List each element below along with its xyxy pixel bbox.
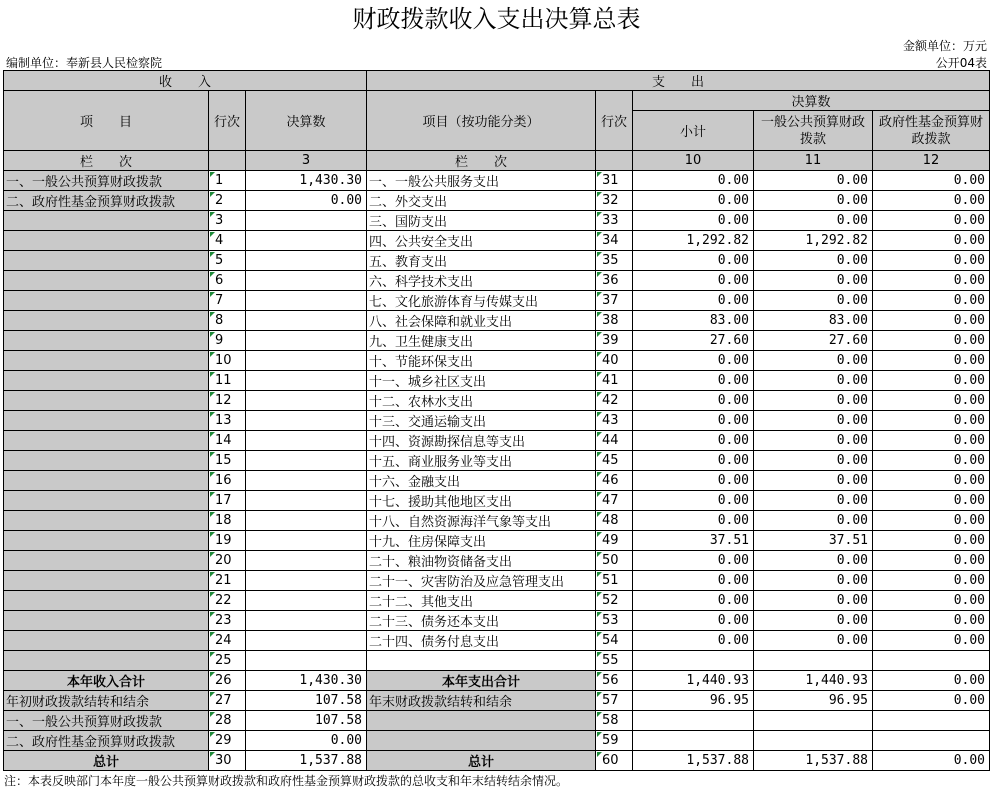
gov-fund-cell[interactable]: 0.00 <box>873 371 990 391</box>
expense-line-cell[interactable]: 45 <box>596 451 633 471</box>
subtotal-cell[interactable]: 0.00 <box>633 611 754 631</box>
income-line-cell[interactable]: 22 <box>209 591 246 611</box>
gov-fund-cell[interactable]: 0.00 <box>873 551 990 571</box>
income-item-cell[interactable] <box>4 611 209 631</box>
subtotal-cell[interactable]: 0.00 <box>633 251 754 271</box>
expense-item-cell[interactable]: 十七、援助其他地区支出 <box>367 491 596 511</box>
income-item-cell[interactable] <box>4 291 209 311</box>
expense-item-cell[interactable]: 十五、商业服务业等支出 <box>367 451 596 471</box>
expense-line-cell[interactable]: 31 <box>596 171 633 191</box>
income-line-cell[interactable]: 20 <box>209 551 246 571</box>
table-row <box>4 331 990 351</box>
column-label-cell: 栏 次 <box>4 151 209 171</box>
expense-line-cell[interactable]: 51 <box>596 571 633 591</box>
income-amount-cell[interactable] <box>246 611 367 631</box>
income-item-cell[interactable] <box>4 271 209 291</box>
income-amount-cell[interactable] <box>246 291 367 311</box>
expense-item-cell[interactable]: 五、教育支出 <box>367 251 596 271</box>
expense-line-cell[interactable]: 44 <box>596 431 633 451</box>
general-budget-cell[interactable]: 0.00 <box>754 571 873 591</box>
income-item-cell[interactable] <box>4 491 209 511</box>
income-item-cell[interactable] <box>4 511 209 531</box>
subtotal-cell[interactable]: 0.00 <box>633 511 754 531</box>
table-row <box>4 171 990 191</box>
income-item-cell[interactable] <box>4 211 209 231</box>
general-budget-cell[interactable] <box>754 731 873 751</box>
general-budget-cell[interactable]: 0.00 <box>754 611 873 631</box>
income-line-cell[interactable]: 21 <box>209 571 246 591</box>
expense-summary-item-cell[interactable]: 总计 <box>367 751 596 771</box>
expense-line-cell[interactable]: 54 <box>596 631 633 651</box>
expense-line-cell[interactable]: 41 <box>596 371 633 391</box>
expense-item-cell[interactable]: 三、国防支出 <box>367 211 596 231</box>
expense-summary-item-cell[interactable]: 本年支出合计 <box>367 671 596 691</box>
income-amount-cell[interactable] <box>246 631 367 651</box>
expense-line-cell[interactable]: 37 <box>596 291 633 311</box>
income-line-cell[interactable]: 26 <box>209 671 246 691</box>
subtotal-cell[interactable]: 0.00 <box>633 631 754 651</box>
general-budget-cell[interactable]: 0.00 <box>754 171 873 191</box>
table-code-label: 公开04表 <box>935 56 987 70</box>
income-amount-cell[interactable] <box>246 651 367 671</box>
subtotal-cell[interactable]: 0.00 <box>633 371 754 391</box>
expense-item-cell[interactable]: 十四、资源勘探信息等支出 <box>367 431 596 451</box>
general-budget-cell[interactable]: 0.00 <box>754 491 873 511</box>
general-budget-cell[interactable]: 0.00 <box>754 431 873 451</box>
income-item-header: 项 目 <box>4 91 209 151</box>
report-title: 财政拨款收入支出决算总表 <box>352 5 641 33</box>
expense-line-header: 行次 <box>596 91 633 151</box>
expense-item-cell[interactable]: 四、公共安全支出 <box>367 231 596 251</box>
income-line-cell[interactable]: 17 <box>209 491 246 511</box>
expense-line-cell[interactable]: 48 <box>596 511 633 531</box>
income-amount-cell[interactable]: 1,537.88 <box>246 751 367 771</box>
income-line-cell[interactable]: 7 <box>209 291 246 311</box>
income-item-cell[interactable] <box>4 311 209 331</box>
expense-item-cell[interactable]: 九、卫生健康支出 <box>367 331 596 351</box>
income-item-cell[interactable] <box>4 351 209 371</box>
subtotal-cell[interactable] <box>633 731 754 751</box>
expense-item-cell[interactable]: 七、文化旅游体育与传媒支出 <box>367 291 596 311</box>
general-budget-cell[interactable]: 96.95 <box>754 691 873 711</box>
column-number-11: 11 <box>754 151 873 171</box>
expense-item-cell[interactable]: 一、一般公共服务支出 <box>367 171 596 191</box>
table-row <box>4 471 990 491</box>
table-row <box>4 231 990 251</box>
summary-row <box>4 751 990 771</box>
column-label-cell: 栏 次 <box>367 151 596 171</box>
income-amount-cell[interactable] <box>246 371 367 391</box>
income-item-cell[interactable] <box>4 571 209 591</box>
unit-label: 金额单位：万元 <box>902 39 987 53</box>
table-row <box>4 411 990 431</box>
gov-fund-cell[interactable]: 0.00 <box>873 531 990 551</box>
income-line-cell[interactable]: 19 <box>209 531 246 551</box>
gov-fund-cell[interactable]: 0.00 <box>873 451 990 471</box>
subtotal-cell[interactable]: 0.00 <box>633 291 754 311</box>
table-row <box>4 371 990 391</box>
income-item-cell[interactable] <box>4 531 209 551</box>
income-item-cell[interactable]: 二、政府性基金预算财政拨款 <box>4 191 209 211</box>
expense-item-cell[interactable]: 十三、交通运输支出 <box>367 411 596 431</box>
expense-line-cell[interactable]: 50 <box>596 551 633 571</box>
income-amount-cell[interactable] <box>246 231 367 251</box>
subtotal-cell[interactable] <box>633 711 754 731</box>
income-summary-item-cell[interactable]: 总计 <box>4 751 209 771</box>
general-budget-cell[interactable]: 0.00 <box>754 631 873 651</box>
income-item-cell[interactable] <box>4 391 209 411</box>
expense-line-cell[interactable]: 40 <box>596 351 633 371</box>
income-amount-cell[interactable] <box>246 551 367 571</box>
general-budget-cell[interactable]: 0.00 <box>754 511 873 531</box>
expense-item-cell[interactable]: 二、外交支出 <box>367 191 596 211</box>
general-budget-cell[interactable]: 0.00 <box>754 191 873 211</box>
general-budget-cell[interactable]: 0.00 <box>754 351 873 371</box>
subtotal-cell[interactable] <box>633 651 754 671</box>
expense-item-cell[interactable]: 二十、粮油物资储备支出 <box>367 551 596 571</box>
expense-item-cell[interactable]: 六、科学技术支出 <box>367 271 596 291</box>
table-row <box>4 351 990 371</box>
income-line-cell[interactable]: 5 <box>209 251 246 271</box>
general-budget-cell[interactable]: 0.00 <box>754 211 873 231</box>
income-item-cell[interactable] <box>4 371 209 391</box>
income-amount-cell[interactable] <box>246 211 367 231</box>
income-item-cell[interactable] <box>4 591 209 611</box>
income-amount-cell[interactable] <box>246 391 367 411</box>
expense-line-cell[interactable]: 56 <box>596 671 633 691</box>
income-line-cell[interactable]: 12 <box>209 391 246 411</box>
column-number-12: 12 <box>873 151 990 171</box>
general-budget-cell[interactable]: 0.00 <box>754 251 873 271</box>
general-budget-cell[interactable]: 0.00 <box>754 551 873 571</box>
gov-fund-cell[interactable] <box>873 651 990 671</box>
general-budget-cell[interactable]: 0.00 <box>754 291 873 311</box>
summary-row <box>4 731 990 751</box>
expense-item-cell[interactable] <box>367 651 596 671</box>
table-row <box>4 451 990 471</box>
gov-fund-cell[interactable] <box>873 711 990 731</box>
general-budget-cell[interactable]: 0.00 <box>754 471 873 491</box>
income-line-cell[interactable]: 10 <box>209 351 246 371</box>
general-budget-cell[interactable]: 1,292.82 <box>754 231 873 251</box>
general-budget-cell[interactable]: 37.51 <box>754 531 873 551</box>
subtotal-cell[interactable]: 1,292.82 <box>633 231 754 251</box>
general-budget-cell[interactable]: 27.60 <box>754 331 873 351</box>
summary-row <box>4 691 990 711</box>
gov-fund-cell[interactable]: 0.00 <box>873 251 990 271</box>
column-number-10: 10 <box>633 151 754 171</box>
income-line-cell[interactable]: 1 <box>209 171 246 191</box>
summary-row <box>4 671 990 691</box>
income-line-cell[interactable]: 27 <box>209 691 246 711</box>
subtotal-cell[interactable]: 0.00 <box>633 211 754 231</box>
income-header: 收 入 <box>4 71 367 91</box>
income-amount-cell[interactable] <box>246 271 367 291</box>
gov-fund-cell[interactable]: 0.00 <box>873 671 990 691</box>
income-item-cell[interactable] <box>4 431 209 451</box>
income-summary-item-cell[interactable]: 二、政府性基金预算财政拨款 <box>4 731 209 751</box>
income-amount-cell[interactable] <box>246 251 367 271</box>
subtotal-header: 小计 <box>633 111 754 151</box>
income-line-header: 行次 <box>209 91 246 151</box>
expense-line-cell[interactable]: 42 <box>596 391 633 411</box>
income-amount-cell[interactable] <box>246 431 367 451</box>
gov-fund-cell[interactable]: 0.00 <box>873 471 990 491</box>
income-line-cell[interactable]: 11 <box>209 371 246 391</box>
income-line-cell[interactable]: 3 <box>209 211 246 231</box>
subtotal-cell[interactable]: 0.00 <box>633 471 754 491</box>
income-item-cell[interactable] <box>4 651 209 671</box>
gov-fund-cell[interactable]: 0.00 <box>873 171 990 191</box>
income-amount-cell[interactable] <box>246 311 367 331</box>
general-budget-cell[interactable]: 0.00 <box>754 451 873 471</box>
subtotal-cell[interactable]: 0.00 <box>633 431 754 451</box>
general-budget-cell[interactable]: 83.00 <box>754 311 873 331</box>
general-budget-cell[interactable]: 1,440.93 <box>754 671 873 691</box>
gov-fund-cell[interactable]: 0.00 <box>873 191 990 211</box>
subtotal-cell[interactable]: 0.00 <box>633 491 754 511</box>
summary-row <box>4 711 990 731</box>
gov-fund-cell[interactable]: 0.00 <box>873 491 990 511</box>
gov-fund-cell[interactable]: 0.00 <box>873 631 990 651</box>
income-item-cell[interactable] <box>4 231 209 251</box>
table-row <box>4 651 990 671</box>
subtotal-cell[interactable]: 0.00 <box>633 391 754 411</box>
table-row <box>4 631 990 651</box>
subtotal-cell[interactable]: 1,537.88 <box>633 751 754 771</box>
income-amount-cell[interactable]: 0.00 <box>246 731 367 751</box>
table-row <box>4 211 990 231</box>
expense-item-cell[interactable]: 十六、金融支出 <box>367 471 596 491</box>
table-row <box>4 511 990 531</box>
table-row <box>4 611 990 631</box>
expense-line-cell[interactable]: 36 <box>596 271 633 291</box>
income-amount-cell[interactable] <box>246 511 367 531</box>
income-item-cell[interactable]: 一、一般公共预算财政拨款 <box>4 171 209 191</box>
income-line-cell[interactable]: 18 <box>209 511 246 531</box>
income-line-cell[interactable]: 25 <box>209 651 246 671</box>
income-amount-cell[interactable]: 107.58 <box>246 691 367 711</box>
footnote: 注：本表反映部门本年度一般公共预算财政拨款和政府性基金预算财政拨款的总收支和年末结转结余情况。 <box>4 774 569 788</box>
income-line-cell[interactable]: 6 <box>209 271 246 291</box>
income-amount-cell[interactable] <box>246 351 367 371</box>
expense-line-cell[interactable]: 32 <box>596 191 633 211</box>
income-amount-cell[interactable] <box>246 491 367 511</box>
table-row <box>4 531 990 551</box>
expense-summary-item-cell[interactable] <box>367 731 596 751</box>
expense-line-cell[interactable]: 58 <box>596 711 633 731</box>
income-line-cell[interactable]: 15 <box>209 451 246 471</box>
income-amount-cell[interactable]: 1,430.30 <box>246 171 367 191</box>
gov-fund-cell[interactable]: 0.00 <box>873 391 990 411</box>
expense-line-cell[interactable]: 55 <box>596 651 633 671</box>
expense-line-cell[interactable]: 34 <box>596 231 633 251</box>
general-budget-cell[interactable]: 0.00 <box>754 591 873 611</box>
expense-line-cell[interactable]: 33 <box>596 211 633 231</box>
table-row <box>4 491 990 511</box>
expense-line-cell[interactable]: 57 <box>596 691 633 711</box>
expense-item-cell[interactable]: 十九、住房保障支出 <box>367 531 596 551</box>
income-amount-cell[interactable] <box>246 591 367 611</box>
gov-fund-cell[interactable]: 0.00 <box>873 351 990 371</box>
expense-item-cell[interactable]: 十、节能环保支出 <box>367 351 596 371</box>
table-row <box>4 311 990 331</box>
column-blank-cell <box>209 151 246 171</box>
final-group-header: 决算数 <box>633 91 990 111</box>
subtotal-cell[interactable]: 83.00 <box>633 311 754 331</box>
organization-label: 编制单位：奉新县人民检察院 <box>6 56 163 70</box>
table-row <box>4 251 990 271</box>
subtotal-cell[interactable]: 1,440.93 <box>633 671 754 691</box>
table-row <box>4 551 990 571</box>
income-line-cell[interactable]: 23 <box>209 611 246 631</box>
subtotal-cell[interactable]: 0.00 <box>633 591 754 611</box>
gov-fund-cell[interactable]: 0.00 <box>873 211 990 231</box>
income-item-cell[interactable] <box>4 471 209 491</box>
expense-line-cell[interactable]: 59 <box>596 731 633 751</box>
column-blank-cell <box>596 151 633 171</box>
income-item-cell[interactable] <box>4 251 209 271</box>
expense-item-cell[interactable]: 十八、自然资源海洋气象等支出 <box>367 511 596 531</box>
table-row <box>4 391 990 411</box>
subtotal-cell[interactable]: 0.00 <box>633 271 754 291</box>
gov-fund-cell[interactable]: 0.00 <box>873 611 990 631</box>
subtotal-cell[interactable]: 0.00 <box>633 411 754 431</box>
function-item-header: 项目（按功能分类） <box>367 91 596 151</box>
income-amount-cell[interactable] <box>246 331 367 351</box>
expense-line-cell[interactable]: 46 <box>596 471 633 491</box>
income-summary-item-cell[interactable]: 本年收入合计 <box>4 671 209 691</box>
income-summary-item-cell[interactable]: 一、一般公共预算财政拨款 <box>4 711 209 731</box>
table-row <box>4 431 990 451</box>
gov-fund-cell[interactable]: 0.00 <box>873 511 990 531</box>
income-amount-cell[interactable]: 107.58 <box>246 711 367 731</box>
general-budget-cell[interactable] <box>754 651 873 671</box>
expense-header: 支 出 <box>367 71 990 91</box>
expense-summary-item-cell[interactable] <box>367 711 596 731</box>
income-line-cell[interactable]: 16 <box>209 471 246 491</box>
gov-fund-cell[interactable]: 0.00 <box>873 691 990 711</box>
income-line-cell[interactable]: 29 <box>209 731 246 751</box>
general-budget-cell[interactable]: 0.00 <box>754 271 873 291</box>
income-line-cell[interactable]: 9 <box>209 331 246 351</box>
general-budget-cell[interactable]: 0.00 <box>754 411 873 431</box>
gov-fund-cell[interactable]: 0.00 <box>873 311 990 331</box>
general-budget-header: 一般公共预算财政拨款 <box>754 111 873 151</box>
gov-fund-cell[interactable]: 0.00 <box>873 231 990 251</box>
income-line-cell[interactable]: 4 <box>209 231 246 251</box>
income-line-cell[interactable]: 13 <box>209 411 246 431</box>
expense-item-cell[interactable]: 十一、城乡社区支出 <box>367 371 596 391</box>
subtotal-cell[interactable]: 0.00 <box>633 451 754 471</box>
general-budget-cell[interactable]: 1,537.88 <box>754 751 873 771</box>
expense-line-cell[interactable]: 49 <box>596 531 633 551</box>
income-line-cell[interactable]: 24 <box>209 631 246 651</box>
subtotal-cell[interactable]: 96.95 <box>633 691 754 711</box>
income-line-cell[interactable]: 14 <box>209 431 246 451</box>
table-row <box>4 591 990 611</box>
expense-line-cell[interactable]: 60 <box>596 751 633 771</box>
general-budget-cell[interactable] <box>754 711 873 731</box>
income-line-cell[interactable]: 30 <box>209 751 246 771</box>
expense-item-cell[interactable]: 二十一、灾害防治及应急管理支出 <box>367 571 596 591</box>
income-amount-cell[interactable] <box>246 451 367 471</box>
income-item-cell[interactable] <box>4 451 209 471</box>
subtotal-cell[interactable]: 0.00 <box>633 191 754 211</box>
income-item-cell[interactable] <box>4 411 209 431</box>
general-budget-cell[interactable]: 0.00 <box>754 371 873 391</box>
table-row <box>4 191 990 211</box>
gov-fund-cell[interactable] <box>873 731 990 751</box>
expense-item-cell[interactable]: 二十二、其他支出 <box>367 591 596 611</box>
income-line-cell[interactable]: 8 <box>209 311 246 331</box>
expense-item-cell[interactable]: 八、社会保障和就业支出 <box>367 311 596 331</box>
expense-line-cell[interactable]: 47 <box>596 491 633 511</box>
income-item-cell[interactable] <box>4 631 209 651</box>
expense-summary-item-cell[interactable]: 年末财政拨款结转和结余 <box>367 691 596 711</box>
subtotal-cell[interactable]: 37.51 <box>633 531 754 551</box>
income-amount-cell[interactable] <box>246 411 367 431</box>
income-line-cell[interactable]: 28 <box>209 711 246 731</box>
expense-item-cell[interactable]: 二十三、债务还本支出 <box>367 611 596 631</box>
income-amount-cell[interactable] <box>246 471 367 491</box>
gov-fund-cell[interactable]: 0.00 <box>873 591 990 611</box>
income-item-cell[interactable] <box>4 551 209 571</box>
table-row <box>4 271 990 291</box>
gov-fund-cell[interactable]: 0.00 <box>873 271 990 291</box>
income-line-cell[interactable]: 2 <box>209 191 246 211</box>
subtotal-cell[interactable]: 0.00 <box>633 551 754 571</box>
income-amount-cell[interactable] <box>246 571 367 591</box>
table-row <box>4 291 990 311</box>
column-number-3: 3 <box>246 151 367 171</box>
income-amount-cell[interactable]: 0.00 <box>246 191 367 211</box>
gov-fund-cell[interactable]: 0.00 <box>873 291 990 311</box>
expense-line-cell[interactable]: 39 <box>596 331 633 351</box>
expense-line-cell[interactable]: 53 <box>596 611 633 631</box>
general-budget-cell[interactable]: 0.00 <box>754 391 873 411</box>
expense-line-cell[interactable]: 52 <box>596 591 633 611</box>
gov-fund-cell[interactable]: 0.00 <box>873 431 990 451</box>
expense-line-cell[interactable]: 35 <box>596 251 633 271</box>
gov-fund-header: 政府性基金预算财政拨款 <box>873 111 990 151</box>
table-row <box>4 571 990 591</box>
expense-line-cell[interactable]: 38 <box>596 311 633 331</box>
gov-fund-cell[interactable]: 0.00 <box>873 751 990 771</box>
gov-fund-cell[interactable]: 0.00 <box>873 411 990 431</box>
subtotal-cell[interactable]: 27.60 <box>633 331 754 351</box>
expense-line-cell[interactable]: 43 <box>596 411 633 431</box>
income-amount-cell[interactable] <box>246 531 367 551</box>
gov-fund-cell[interactable]: 0.00 <box>873 571 990 591</box>
income-item-cell[interactable] <box>4 331 209 351</box>
subtotal-cell[interactable]: 0.00 <box>633 171 754 191</box>
subtotal-cell[interactable]: 0.00 <box>633 351 754 371</box>
subtotal-cell[interactable]: 0.00 <box>633 571 754 591</box>
expense-item-cell[interactable]: 十二、农林水支出 <box>367 391 596 411</box>
finance-table <box>3 70 990 771</box>
income-amount-cell[interactable]: 1,430.30 <box>246 671 367 691</box>
income-amount-header: 决算数 <box>246 91 367 151</box>
gov-fund-cell[interactable]: 0.00 <box>873 331 990 351</box>
income-summary-item-cell[interactable]: 年初财政拨款结转和结余 <box>4 691 209 711</box>
expense-item-cell[interactable]: 二十四、债务付息支出 <box>367 631 596 651</box>
